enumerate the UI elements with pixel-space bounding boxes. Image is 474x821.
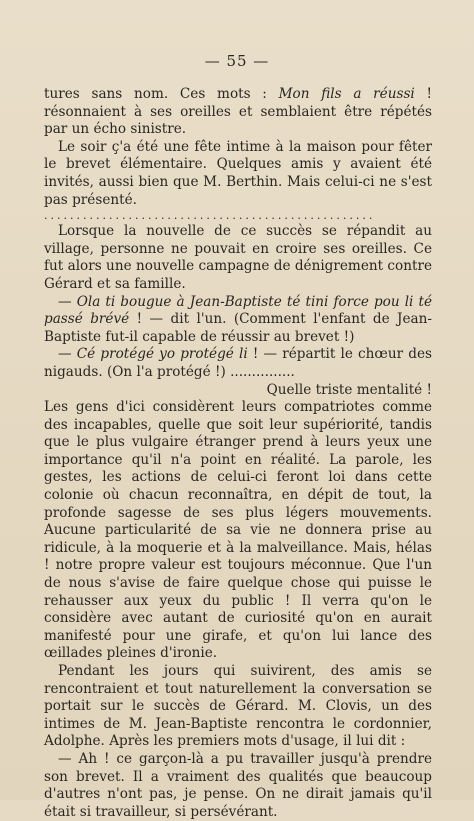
p1-italic-quote: Mon fils a réussi xyxy=(278,86,415,102)
paragraph-7: Pendant les jours qui suivirent, des amis se rencontraient et tout naturellement la conversation se portait sur le succès de Gérard. M. Clovis, un des intimes de M. Jean-Baptiste rencontra le cordonnier, Adolphe. Après les premiers mots d'usage, il lui dit : xyxy=(44,663,432,750)
paragraph-1 xyxy=(44,86,432,139)
dotted-separator: ................................................... xyxy=(44,209,376,223)
p4-text: ! — dit l'un. (Comment l'enfant de Jean-Baptiste fut-il capable de réussir au brevet !) xyxy=(44,311,432,345)
p4-dash: — xyxy=(58,293,77,310)
paragraph-6-lead: Quelle triste mentalité ! xyxy=(266,381,432,398)
paragraph-3: Lorsque la nouvelle de ce succès se répandit au village, personne ne pouvait en croire ses oreilles. Ce fut alors une nouvelle campagne de dénigrement contre Gérard et sa famille. xyxy=(44,223,432,292)
p1-text-a: tures sans nom. Ces mots : xyxy=(44,86,279,102)
p4-italic-creole: Ola ti bougue à Jean-Baptiste té tini force pou li té passé brévé xyxy=(44,293,432,328)
p5-dash: — xyxy=(58,346,77,363)
p1-text-b: ! résonnaient à ses oreilles et semblaient être répétés par un écho sinistre. xyxy=(44,86,432,138)
body-text xyxy=(44,86,432,821)
p5-italic-creole: Cé protégé yo protégé li xyxy=(76,346,248,363)
paragraph-5 xyxy=(44,346,432,381)
paragraph-8: — Ah ! ce garçon-là a pu travailler jusqu'à prendre son brevet. Il a vraiment des qualités que beaucoup d'autres n'ont pas, je pense. On ne dirait jamais qu'il était si travailleur, si persévérant. xyxy=(44,750,432,820)
p5-text: ! — répartit le chœur des nigauds. (On l'a protégé !) ............... xyxy=(44,346,432,380)
paragraph-2: Le soir ç'a été une fête intime à la maison pour fêter le brevet élémentaire. Quelques amis y avaient été invités, aussi bien que M. Berthin. Mais celui-ci ne s'est pas présenté. xyxy=(44,138,432,208)
paragraph-6: Les gens d'ici considèrent leurs compatriotes comme des incapables, quelle que soit leur supériorité, tandis que le plus vulgaire étranger prend à leurs yeux une importance qu'il n'a point en réalité. La parole, les gestes, les actions de celui-ci feront loi dans cette colonie où chacun reconnaîtra, en dépit de tout, la profonde sagesse de ses plus légers mouvements. Aucune particularité de sa vie ne donnera prise au ridicule, à la moquerie et à la malveillance. Mais, hélas ! notre propre valeur est toujours méconnue. Que l'un de nous s'avise de faire quelque chose qui puisse le rehausser aux yeux du public ! Il verra qu'on le considère avec autant de curiosité qu'on en aurait manifesté pour une girafe, et qu'on lui lance des œillades pleines d'ironie. xyxy=(44,399,432,662)
page-number: — 55 — xyxy=(204,52,270,70)
paragraph-4 xyxy=(44,294,432,347)
